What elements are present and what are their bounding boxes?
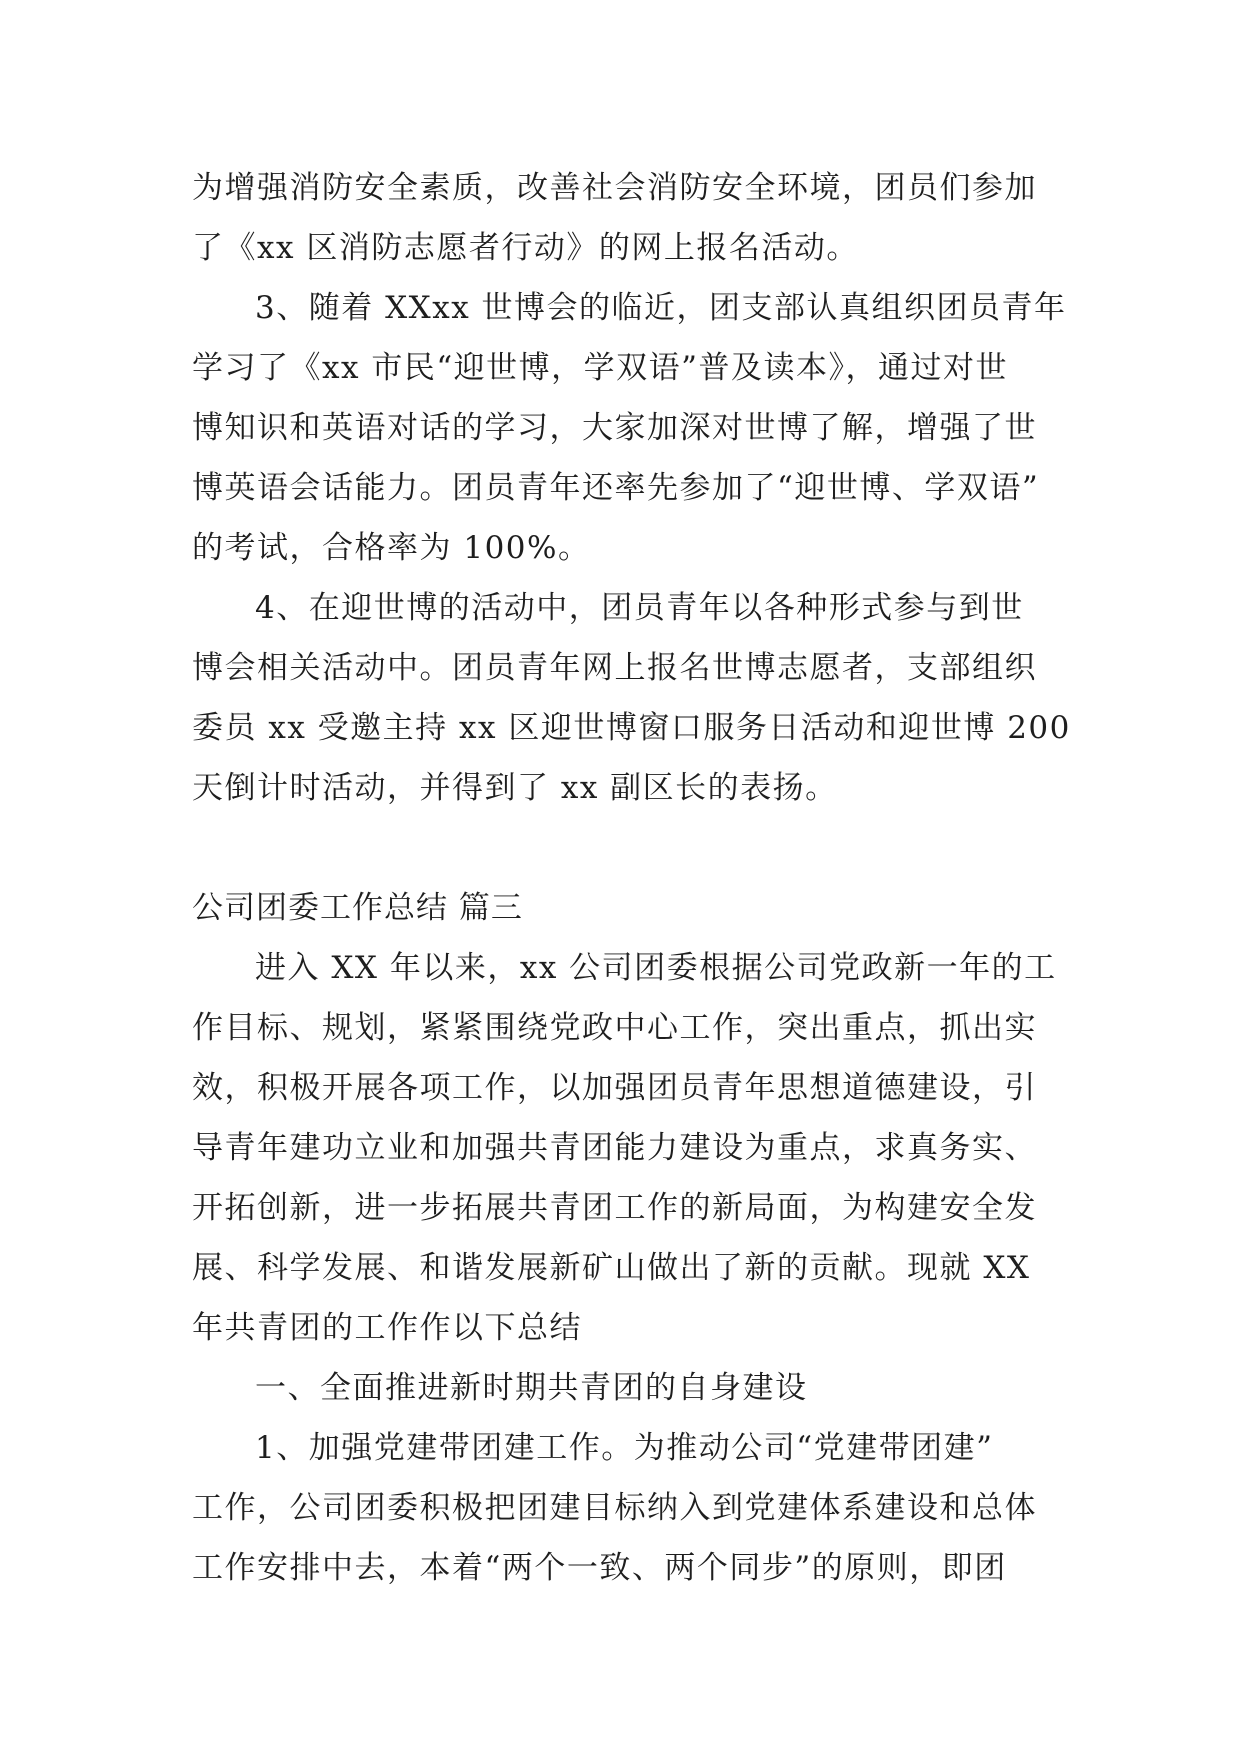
text-line: 一、全面推进新时期共青团的自身建设: [255, 1370, 808, 1406]
text-line: 进入 XX 年以来，xx 公司团委根据公司党政新一年的工: [255, 950, 1057, 986]
text-line: 为增强消防安全素质，改善社会消防安全环境，团员们参加: [192, 170, 1037, 206]
text-line: 了《xx 区消防志愿者行动》的网上报名活动。: [192, 230, 859, 266]
section-gap: [192, 818, 1072, 878]
document-body: [192, 158, 1072, 1598]
text-line: 3、随着 XXxx 世博会的临近，团支部认真组织团员青年: [255, 290, 1067, 326]
text-line: 博英语会话能力。团员青年还率先参加了“迎世博、学双语”: [192, 470, 1040, 506]
text-line: 委员 xx 受邀主持 xx 区迎世博窗口服务日活动和迎世博 200: [192, 710, 1071, 746]
text-line: 工作，公司团委积极把团建目标纳入到党建体系建设和总体: [192, 1490, 1037, 1526]
text-line: 导青年建功立业和加强共青团能力建设为重点，求真务实、: [192, 1130, 1037, 1166]
text-line: 4、在迎世博的活动中，团员青年以各种形式参与到世: [255, 590, 1024, 626]
text-line: 工作安排中去，本着“两个一致、两个同步”的原则，即团: [192, 1550, 1007, 1586]
text-line: 博知识和英语对话的学习，大家加深对世博了解，增强了世: [192, 410, 1037, 446]
text-line: 1、加强党建带团建工作。为推动公司“党建带团建”: [255, 1430, 994, 1466]
paragraphs-after-heading: [192, 938, 1072, 1598]
text-line: 学习了《xx 市民“迎世博，学双语”普及读本》，通过对世: [192, 350, 1009, 386]
text-line: 作目标、规划，紧紧围绕党政中心工作，突出重点，抓出实: [192, 1010, 1037, 1046]
text-line: 年共青团的工作作以下总结: [192, 1310, 582, 1346]
text-line: 博会相关活动中。团员青年网上报名世博志愿者，支部组织: [192, 650, 1037, 686]
text-line: 的考试，合格率为 100%。: [192, 530, 591, 566]
paragraphs-before-heading: [192, 158, 1072, 818]
text-line: 展、科学发展、和谐发展新矿山做出了新的贡献。现就 XX: [192, 1250, 1031, 1286]
text-line: 开拓创新，进一步拓展共青团工作的新局面，为构建安全发: [192, 1190, 1037, 1226]
section-heading: 公司团委工作总结 篇三: [192, 890, 523, 926]
text-line: 天倒计时活动，并得到了 xx 副区长的表扬。: [192, 770, 838, 806]
text-line: 效，积极开展各项工作，以加强团员青年思想道德建设，引: [192, 1070, 1037, 1106]
